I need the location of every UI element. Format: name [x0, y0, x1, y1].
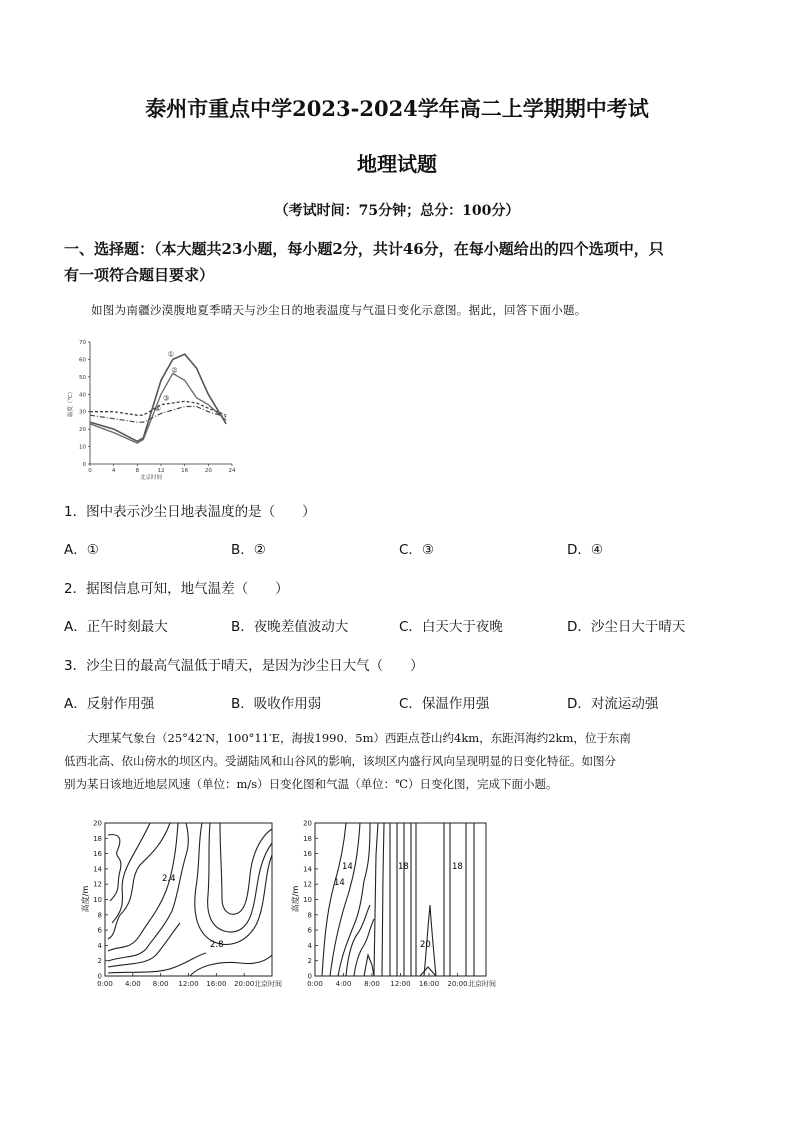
- contour-line: [108, 953, 206, 973]
- q3-option-a[interactable]: A．反射作用强: [64, 696, 155, 712]
- contour-line: [220, 823, 272, 914]
- temperature-contour-plot: [290, 820, 496, 989]
- y-tick-label: 2: [307, 957, 312, 966]
- contour-label: 2.8: [210, 940, 224, 950]
- section-heading-line2: 有一项符合题目要求）: [64, 266, 215, 284]
- series-label: ①: [167, 350, 174, 359]
- x-tick-label: 0:00: [97, 980, 113, 988]
- y-tick-label: 14: [93, 865, 102, 874]
- fig3-y-label: 高度/m: [291, 885, 300, 913]
- contour-line: [382, 823, 384, 976]
- y-tick-label: 14: [303, 865, 312, 874]
- x-tick-label: 12: [157, 468, 165, 474]
- series-label: ②: [171, 366, 178, 375]
- y-tick-label: 20: [93, 819, 102, 828]
- contour-line: [374, 823, 378, 976]
- exam-title: 泰州市重点中学2023-2024学年高二上学期期中考试: [145, 96, 649, 121]
- x-tick-label: 8:00: [364, 980, 380, 988]
- x-tick-label: 北京时间: [254, 980, 282, 988]
- y-tick-label: 0: [97, 972, 102, 981]
- q2-option-b[interactable]: B．夜晚差值波动大: [231, 619, 349, 635]
- y-tick-label: 4: [97, 941, 102, 950]
- exam-info: （考试时间：75分钟；总分：100分）: [274, 203, 520, 219]
- q3-option-b[interactable]: B．吸收作用弱: [231, 696, 322, 712]
- group2-intro-line1: 大理某气象台（25°42′N，100°11′E，海拔1990．5m）西距点苍山约4km，东距洱海约2km，位于东南: [87, 731, 631, 745]
- y-tick-label: 40: [79, 392, 86, 399]
- contour-line: [108, 823, 170, 939]
- group2-intro-line3: 别为某日该地近地层风速（单位：m/s）日变化图和气温（单位：℃）日变化图，完成下面小题。: [64, 777, 558, 791]
- series-label: ③: [162, 394, 170, 403]
- x-tick-label: 16:00: [418, 980, 440, 988]
- section-heading: [64, 236, 744, 288]
- x-tick-label: 0:00: [307, 980, 323, 988]
- y-axis-label: 温度（℃）: [68, 388, 74, 418]
- y-tick-label: 2: [97, 957, 102, 966]
- plot-frame: [315, 823, 486, 976]
- question-3-stem: 3．沙尘日的最高气温低于晴天，是因为沙尘日大气（ ）: [64, 658, 424, 674]
- y-tick-label: 0: [307, 972, 312, 981]
- temperature-chart-plot: [66, 340, 236, 481]
- q1-option-d[interactable]: D．④: [567, 542, 603, 558]
- subject-title: 地理试题: [357, 152, 437, 176]
- y-tick-label: 30: [79, 409, 86, 416]
- temperature-contour-figure: [290, 815, 510, 997]
- group1-intro: 如图为南疆沙漠腹地夏季晴天与沙尘日的地表温度与气温日变化示意图。据此，回答下面小题。: [91, 303, 587, 317]
- y-tick-label: 12: [93, 880, 102, 889]
- contour-line: [112, 823, 150, 923]
- q1-option-c[interactable]: C．③: [399, 542, 435, 558]
- x-tick-label: 16: [181, 468, 189, 474]
- y-tick-label: 8: [97, 911, 102, 920]
- contour-label: 14: [342, 862, 353, 872]
- contour-line: [420, 967, 436, 976]
- y-tick-label: 6: [97, 926, 102, 935]
- y-tick-label: 50: [79, 374, 86, 381]
- y-tick-label: 4: [307, 941, 312, 950]
- x-tick-label: 4: [111, 468, 116, 474]
- x-tick-label: 24: [228, 468, 236, 474]
- x-tick-label: 12:00: [178, 980, 199, 988]
- contour-line: [108, 835, 121, 901]
- contour-line: [108, 823, 178, 951]
- y-tick-label: 6: [307, 926, 312, 935]
- y-tick-label: 60: [79, 357, 86, 364]
- x-tick-label: 16:00: [206, 980, 227, 988]
- y-tick-label: 10: [303, 896, 312, 904]
- y-tick-label: 8: [307, 911, 312, 920]
- series-line-1: [90, 354, 226, 441]
- y-tick-label: 0: [82, 462, 86, 468]
- contour-line: [354, 919, 374, 976]
- y-tick-label: 16: [93, 850, 102, 859]
- temperature-contours: [322, 823, 474, 976]
- wind-speed-contour-figure: [80, 815, 298, 997]
- contour-line: [364, 955, 374, 976]
- section-heading-line1: 一、选择题：（本大题共23小题，每小题2分，共计46分，在每小题给出的四个选项中，只: [64, 240, 664, 258]
- group2-intro: [64, 727, 734, 796]
- contour-label: 20: [420, 940, 431, 950]
- contour-label: 14: [334, 878, 345, 888]
- x-tick-label: 8:00: [152, 980, 169, 988]
- x-tick-label: 4:00: [335, 980, 352, 988]
- q1-option-b[interactable]: B．②: [231, 542, 266, 558]
- y-tick-label: 18: [303, 834, 312, 843]
- y-tick-label: 10: [79, 444, 86, 451]
- y-tick-label: 70: [79, 340, 86, 346]
- q2-option-c[interactable]: C．白天大于夜晚: [399, 619, 503, 635]
- y-tick-label: 20: [303, 819, 312, 828]
- y-tick-label: 10: [93, 896, 102, 904]
- x-tick-label: 8: [135, 468, 140, 474]
- q1-option-a[interactable]: A．①: [64, 542, 99, 558]
- y-tick-label: 16: [303, 850, 312, 859]
- question-2-stem: 2．据图信息可知，地气温差（ ）: [64, 581, 289, 597]
- y-tick-label: 12: [303, 880, 312, 889]
- x-tick-label: 北京时间: [468, 980, 496, 988]
- contour-line: [190, 955, 272, 976]
- y-tick-label: 20: [79, 427, 86, 434]
- group2-intro-line2: 低西北高、依山傍水的坝区内。受湖陆风和山谷风的影响，该坝区内盛行风向呈现明显的日变化特征。如图分: [64, 754, 616, 768]
- x-tick-label: 0: [88, 468, 92, 474]
- x-tick-label: 20:00: [234, 980, 255, 988]
- question-1-stem: 1．图中表示沙尘日地表温度的是（ ）: [64, 504, 316, 520]
- x-tick-label: 20: [204, 468, 212, 474]
- wind-speed-contour-plot: [80, 820, 282, 989]
- contour-label: 2.4: [162, 874, 176, 884]
- contour-label: 18: [398, 862, 409, 872]
- series-label: ④: [154, 405, 161, 414]
- x-tick-label: 4:00: [124, 980, 141, 988]
- wind-contours: [108, 823, 272, 976]
- x-tick-label: 20:00: [447, 980, 468, 988]
- q3-option-d[interactable]: D．对流运动强: [567, 696, 659, 712]
- q2-option-d[interactable]: D．沙尘日大于晴天: [567, 619, 686, 635]
- temperature-chart: [62, 336, 244, 481]
- contour-line: [330, 823, 360, 976]
- x-tick-label: 12:00: [390, 980, 411, 988]
- q3-option-c[interactable]: C．保温作用强: [399, 696, 490, 712]
- y-tick-label: 18: [93, 834, 102, 843]
- x-axis-label: 北京时间: [139, 475, 163, 481]
- fig2-y-label: 高度/m: [81, 885, 90, 913]
- contour-label: 18: [452, 862, 463, 872]
- q2-option-a[interactable]: A．正午时刻最大: [64, 619, 168, 635]
